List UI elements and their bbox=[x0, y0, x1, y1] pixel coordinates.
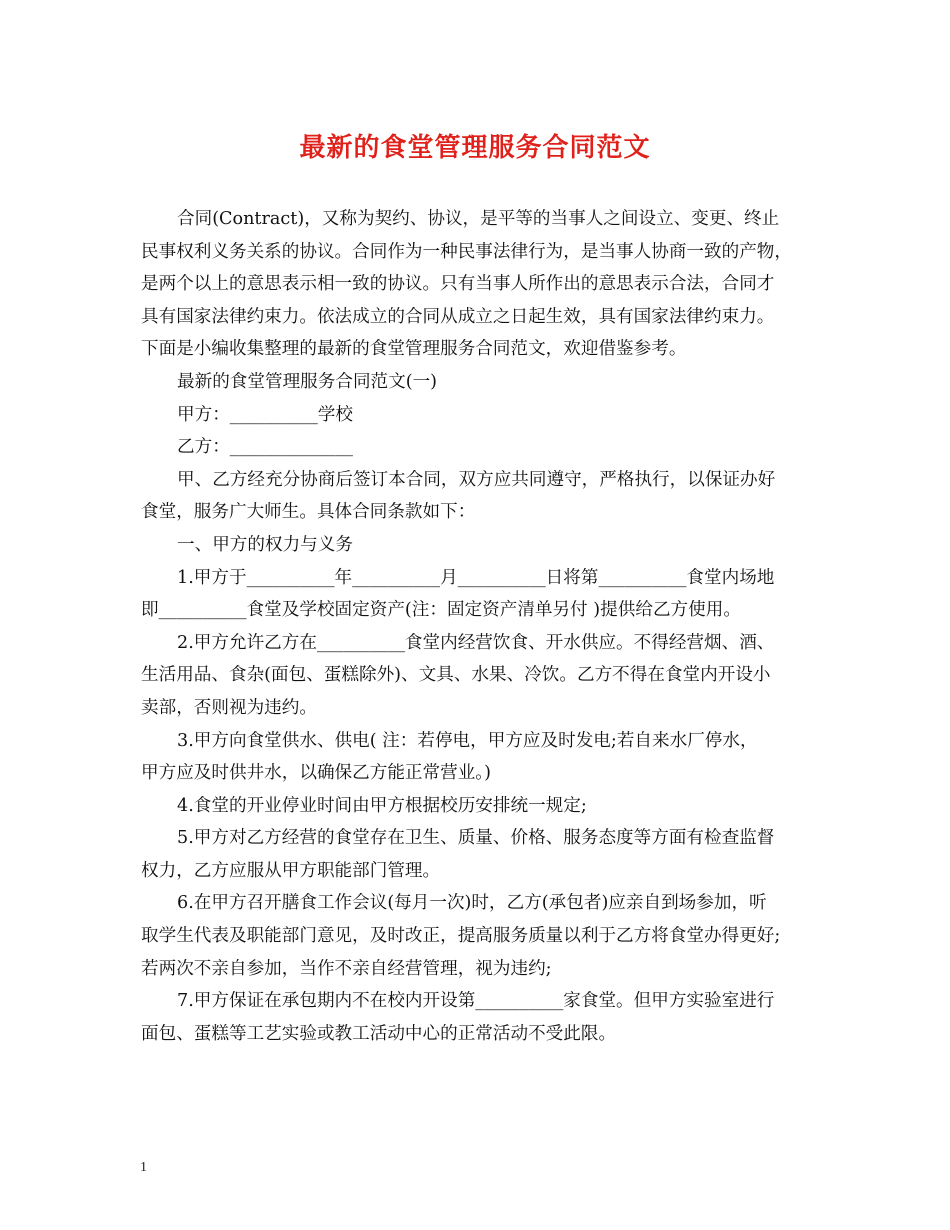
clause-line: 5.甲方对乙方经营的食堂存在卫生、质量、价格、服务态度等方面有检查监督 bbox=[177, 828, 775, 849]
document-body bbox=[141, 203, 813, 1050]
party-a-line: 甲方：__________学校 bbox=[177, 404, 353, 425]
document-title: 最新的食堂管理服务合同范文 bbox=[299, 133, 651, 163]
paragraph-line: 具有国家法律约束力。依法成立的合同从成立之日起生效，具有国家法律约束力。 bbox=[141, 306, 775, 327]
clause-line: 卖部，否则视为违约。 bbox=[141, 697, 317, 718]
page-number: 1 bbox=[140, 1160, 147, 1175]
clause-line: 即__________食堂及学校固定资产(注：固定资产清单另付 )提供给乙方使用。 bbox=[141, 600, 741, 621]
paragraph-line: 民事权利义务关系的协议。合同作为一种民事法律行为，是当事人协商一致的产物， bbox=[141, 241, 792, 262]
clause-line: 4.食堂的开业停业时间由甲方根据校历安排统一规定; bbox=[177, 795, 587, 816]
paragraph-line: 是两个以上的意思表示相一致的协议。只有当事人所作出的意思表示合法，合同才 bbox=[141, 274, 775, 295]
clause-line: 甲方应及时供井水，以确保乙方能正常营业。) bbox=[141, 763, 491, 784]
clause-line: 取学生代表及职能部门意见，及时改正，提高服务质量以利于乙方将食堂办得更好; bbox=[141, 926, 781, 947]
clause-line: 若两次不亲自参加，当作不亲自经营管理，视为违约; bbox=[141, 958, 552, 979]
clause-line: 3.甲方向食堂供水、供电( 注：若停电，甲方应及时发电;若自来水厂停水， bbox=[177, 730, 758, 751]
clause-line: 1.甲方于__________年__________月__________日将第__________食堂内场地 bbox=[177, 567, 775, 588]
paragraph-line: 甲、乙方经充分协商后签订本合同，双方应共同遵守，严格执行，以保证办好 bbox=[177, 469, 776, 490]
paragraph-line: 下面是小编收集整理的最新的食堂管理服务合同范文，欢迎借鉴参考。 bbox=[141, 339, 687, 360]
clause-line: 6.在甲方召开膳食工作会议(每月一次)时，乙方(承包者)应亲自到场参加，听 bbox=[177, 893, 767, 914]
party-b-line: 乙方：______________ bbox=[177, 437, 353, 458]
clause-line: 生活用品、食杂(面包、蛋糕除外)、文具、水果、冷饮。乙方不得在食堂内开设小 bbox=[141, 665, 771, 686]
paragraph-line: 合同(Contract)，又称为契约、协议，是平等的当事人之间设立、变更、终止 bbox=[177, 209, 780, 229]
paragraph-line: 食堂，服务广大师生。具体合同条款如下： bbox=[141, 502, 476, 523]
clause-line: 权力，乙方应服从甲方职能部门管理。 bbox=[141, 860, 441, 881]
section-heading: 最新的食堂管理服务合同范文(一) bbox=[177, 371, 438, 392]
clause-line: 7.甲方保证在承包期内不在校内开设第__________家食堂。但甲方实验室进行 bbox=[177, 991, 775, 1012]
clause-line: 2.甲方允许乙方在__________食堂内经营饮食、开水供应。不得经营烟、酒、 bbox=[177, 632, 775, 653]
section-heading: 一、甲方的权力与义务 bbox=[177, 534, 353, 555]
clause-line: 面包、蛋糕等工艺实验或教工活动中心的正常活动不受此限。 bbox=[141, 1023, 617, 1044]
